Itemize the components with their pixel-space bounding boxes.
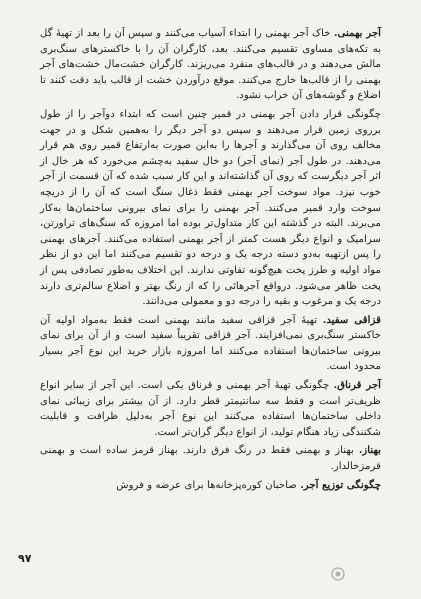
paragraph-heading: قزاقی سفید.: [322, 313, 381, 326]
paragraph-body: صاحبان کوره‌پزخانه‌ها برای عرضه و فروش: [116, 479, 301, 491]
paragraph-heading: آجر بهمنی.: [333, 27, 381, 39]
paragraph-behnaz: [40, 443, 381, 474]
paragraph-ajor-bahmani: [40, 26, 381, 104]
paragraph-body: بهناز و بهمنی فقط در رنگ فرق دارند. بهناز قرمز ساده است و بهمنی قرمزخالدار.: [40, 445, 381, 473]
paragraph-body: چگونگی تهیهٔ آجر بهمنی و قرناق یکی است. این آجر از سایر انواع ظریف‌تر است و فقط سه سانتیمتر قطر دارد. از آن بیشتر برای زیبائی نمای داخلی ساختمان‌ها استفاده می‌کنند این نوع آجر به‌دلیل ظرافت و قابلیت شکنندگی زیاد هنگام تولید، از انواع دیگر گران‌تر است.: [40, 380, 381, 438]
page-number: ۹۷: [18, 552, 32, 565]
paragraph-body: چگونگی قرار دادن آجر بهمنی در قمیر چنین است که ابتداء دوآجر را از طول برروی زمین قرار می‌دهند و سپس دو آجر دیگر را به‌همین شکل و در جهت مخالف روی آن می‌گذارند و آجرها را به‌این صورت به‌ارتفاع قمیر روی هم قرار می‌دهند. در طول آجر (نمای آجر) دو خال سفید به‌چشم می‌خورد که هر خال از اثر آجر دیگرست که روی آن گذاشته‌اند و این کار سبب شده که آن قسمت از آجر خوب نپزد. مواد سوخت آجر بهمنی فقط ذغال سنگ است که آن را از دریچه سوخت وارد قمیر می‌کنند. آجر بهمنی را برای نمای بیرونی ساختمان‌ها به‌کار می‌برند. البته در گذشته این کار متداول‌تر بوده اما امروزه که سنگ‌های تراورتن، سرامیک و انواع دیگر هست کمتر از آجر بهمنی استفاده می‌کنند. آجرهای بهمنی را پس ازتهیه به‌دو دسته درجه یک و درجه دو تقسیم می‌کنند اما این دو از نظر مواد اولیه و طرز پخت هیچ‌گونه تفاوتی ندارند. این اختلاف به‌طور تصادفی پس از پخت ظاهر می‌شود. درواقع آجرهائی را که از رنگ بهتر و اضلاع سالم‌تری دارند درجه یک و مرغوب و بقیه را درجه دو و معمولی می‌دانند.: [40, 108, 381, 308]
paragraph-ghazaghi-sefid: [40, 313, 381, 375]
body-text: [40, 26, 381, 493]
paragraph-body: خاک آجر بهمنی را ابتداء آسیاب می‌کنند و سپس آن را بعد از تهیهٔ گل به تکه‌های مساوی تقسیم می‌کنند. بعد، کارگران آن را با خاکسترهای سنگ‌بری مالش می‌دهند و در قالب‌های منفرد می‌ریزند. کارگران خشت‌مال خشت‌های آجر بهمنی را از قالب‌ها خارج می‌کنند. موقع درآوردن خشت از قالب باید دقت کنند تا اضلاع و گوشه‌های آن خراب نشود.: [40, 28, 381, 102]
paragraph-body: تهیهٔ آجر قزاقی سفید مانند بهمنی است فقط به‌مواد اولیه آن خاکستر سنگ‌بری نمی‌افزایند. آجر قزاقی تقریباً سفید است و از آن برای نمای بیرونی ساختمان‌ها استفاده می‌کنند اما امروزه بازار خرید این نوع آجر بسیار محدود است.: [40, 314, 381, 373]
paragraph-ajor-gharnagh: [40, 378, 381, 440]
dot-ornament-icon: [330, 566, 346, 582]
paragraph-kiln-placement: [40, 107, 381, 310]
paragraph-heading: آجر قرناق.: [333, 379, 381, 392]
paragraph-heading: چگونگی توزیع آجر.: [300, 478, 381, 491]
paragraph-heading: بهناز.: [358, 444, 381, 457]
paragraph-distribution: [40, 478, 381, 494]
